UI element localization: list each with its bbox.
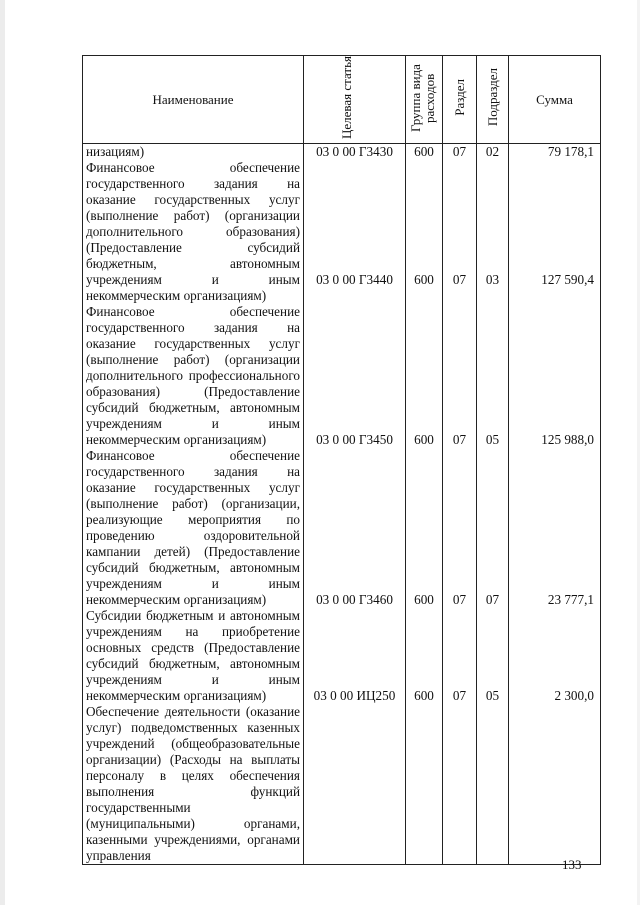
header-sum bbox=[509, 56, 601, 144]
row-section-code: 07 bbox=[452, 272, 467, 288]
row-sum bbox=[509, 704, 601, 865]
row-target bbox=[304, 144, 406, 161]
row-section bbox=[443, 448, 477, 608]
row-sum bbox=[509, 448, 601, 608]
row-sum bbox=[509, 608, 601, 704]
row-subsection-code: 03 bbox=[485, 272, 500, 288]
row-target-code: 03 0 00 ИЦ250 bbox=[313, 688, 396, 704]
row-subsection bbox=[477, 160, 509, 304]
row-subsection-code: 02 bbox=[485, 144, 500, 160]
row-subsection bbox=[477, 704, 509, 865]
row-group bbox=[406, 304, 443, 448]
row-name bbox=[83, 448, 304, 608]
row-section-code: 07 bbox=[452, 592, 467, 608]
table-row bbox=[83, 144, 601, 161]
row-name bbox=[83, 144, 304, 161]
header-name-label: Наименование bbox=[152, 91, 234, 107]
row-name bbox=[83, 160, 304, 304]
row-target-code: 03 0 00 Г3430 bbox=[316, 144, 393, 160]
row-name-text: Финансовое обеспечение государственного задания на оказание государственных услуг (выполнение работ) (организации дополнительного профессионального образования) (Предоставление субсидий бюджетным, автономным учреждениям и иным некоммерческим организациям) bbox=[86, 304, 300, 448]
row-name-text: Финансовое обеспечение государственного задания на оказание государственных услуг (выполнение работ) (организации дополнительного образования) (Предоставление субсидий бюджетным, автономным учреждениям и иным некоммерческим организациям) bbox=[86, 160, 300, 304]
row-section bbox=[443, 608, 477, 704]
row-subsection bbox=[477, 304, 509, 448]
table-row bbox=[83, 448, 601, 608]
row-group bbox=[406, 704, 443, 865]
row-group-code: 600 bbox=[414, 272, 434, 288]
header-section bbox=[443, 56, 477, 144]
header-subsection-label: Подраздел bbox=[484, 68, 500, 127]
row-sum bbox=[509, 304, 601, 448]
row-group-code: 600 bbox=[414, 432, 434, 448]
row-subsection-code: 05 bbox=[485, 432, 500, 448]
row-name-text: низациям) bbox=[86, 144, 145, 160]
row-subsection-code: 05 bbox=[485, 688, 500, 704]
row-subsection bbox=[477, 448, 509, 608]
header-name bbox=[83, 56, 304, 144]
row-sum bbox=[509, 160, 601, 304]
header-target bbox=[304, 56, 406, 144]
row-target bbox=[304, 448, 406, 608]
row-group-code: 600 bbox=[414, 592, 434, 608]
row-group bbox=[406, 448, 443, 608]
row-section-code: 07 bbox=[452, 688, 467, 704]
row-subsection bbox=[477, 608, 509, 704]
table-body bbox=[83, 144, 601, 865]
row-sum bbox=[509, 144, 601, 161]
row-group-code: 600 bbox=[414, 144, 434, 160]
header-group-label: Группа вида расходов bbox=[408, 63, 437, 132]
row-sum-value: 127 590,4 bbox=[541, 272, 594, 288]
header-subsection bbox=[477, 56, 509, 144]
row-section bbox=[443, 704, 477, 865]
row-sum-value: 2 300,0 bbox=[554, 688, 594, 704]
row-name-text: Субсидии бюджетным и автономным учреждениям на приобретение основных средств (Предоставление субсидий бюджетным, автономным учреждениям и иным некоммерческим организациям) bbox=[86, 608, 300, 704]
header-sum-label: Сумма bbox=[536, 91, 573, 107]
scan-edge-left bbox=[0, 0, 5, 905]
row-group-code: 600 bbox=[414, 688, 434, 704]
row-target bbox=[304, 304, 406, 448]
row-target-code: 03 0 00 Г3450 bbox=[316, 432, 393, 448]
header-row bbox=[83, 56, 601, 144]
row-name bbox=[83, 304, 304, 448]
row-group bbox=[406, 160, 443, 304]
row-group bbox=[406, 608, 443, 704]
row-sum-value: 23 777,1 bbox=[547, 592, 594, 608]
row-sum-value: 125 988,0 bbox=[541, 432, 594, 448]
row-group bbox=[406, 144, 443, 161]
page-number: 133 bbox=[562, 857, 582, 872]
table-row bbox=[83, 160, 601, 304]
row-name-text: Финансовое обеспечение государственного задания на оказание государственных услуг (выполнение работ) (организации, реализующие мероприятия по проведению оздоровительной кампании детей) (Предоставление субсидий бюджетным, автономным учреждениям и иным некоммерческим организациям) bbox=[86, 448, 300, 608]
row-section bbox=[443, 144, 477, 161]
row-target-code: 03 0 00 Г3460 bbox=[316, 592, 393, 608]
table-row bbox=[83, 608, 601, 704]
row-target-code: 03 0 00 Г3440 bbox=[316, 272, 393, 288]
row-section-code: 07 bbox=[452, 432, 467, 448]
row-name bbox=[83, 608, 304, 704]
row-target bbox=[304, 608, 406, 704]
table-header bbox=[83, 56, 601, 144]
row-section bbox=[443, 304, 477, 448]
row-target bbox=[304, 160, 406, 304]
table-row bbox=[83, 704, 601, 865]
row-subsection bbox=[477, 144, 509, 161]
header-group bbox=[406, 56, 443, 144]
row-name-text: Обеспечение деятельности (оказание услуг) подведомственных казенных учреждений (общеобразовательные организации) (Расходы на выплаты персоналу в целях обеспечения выполнения функций государственными (муниципальными) органами, казенными учреждениями, органами управления bbox=[86, 704, 300, 864]
header-section-label: Раздел bbox=[451, 79, 467, 116]
budget-table bbox=[82, 55, 601, 865]
row-subsection-code: 07 bbox=[485, 592, 500, 608]
row-sum-value: 79 178,1 bbox=[547, 144, 594, 160]
header-target-label: Целевая статья bbox=[338, 56, 354, 140]
row-name bbox=[83, 704, 304, 865]
row-target bbox=[304, 704, 406, 865]
row-section bbox=[443, 160, 477, 304]
table-row bbox=[83, 304, 601, 448]
row-section-code: 07 bbox=[452, 144, 467, 160]
